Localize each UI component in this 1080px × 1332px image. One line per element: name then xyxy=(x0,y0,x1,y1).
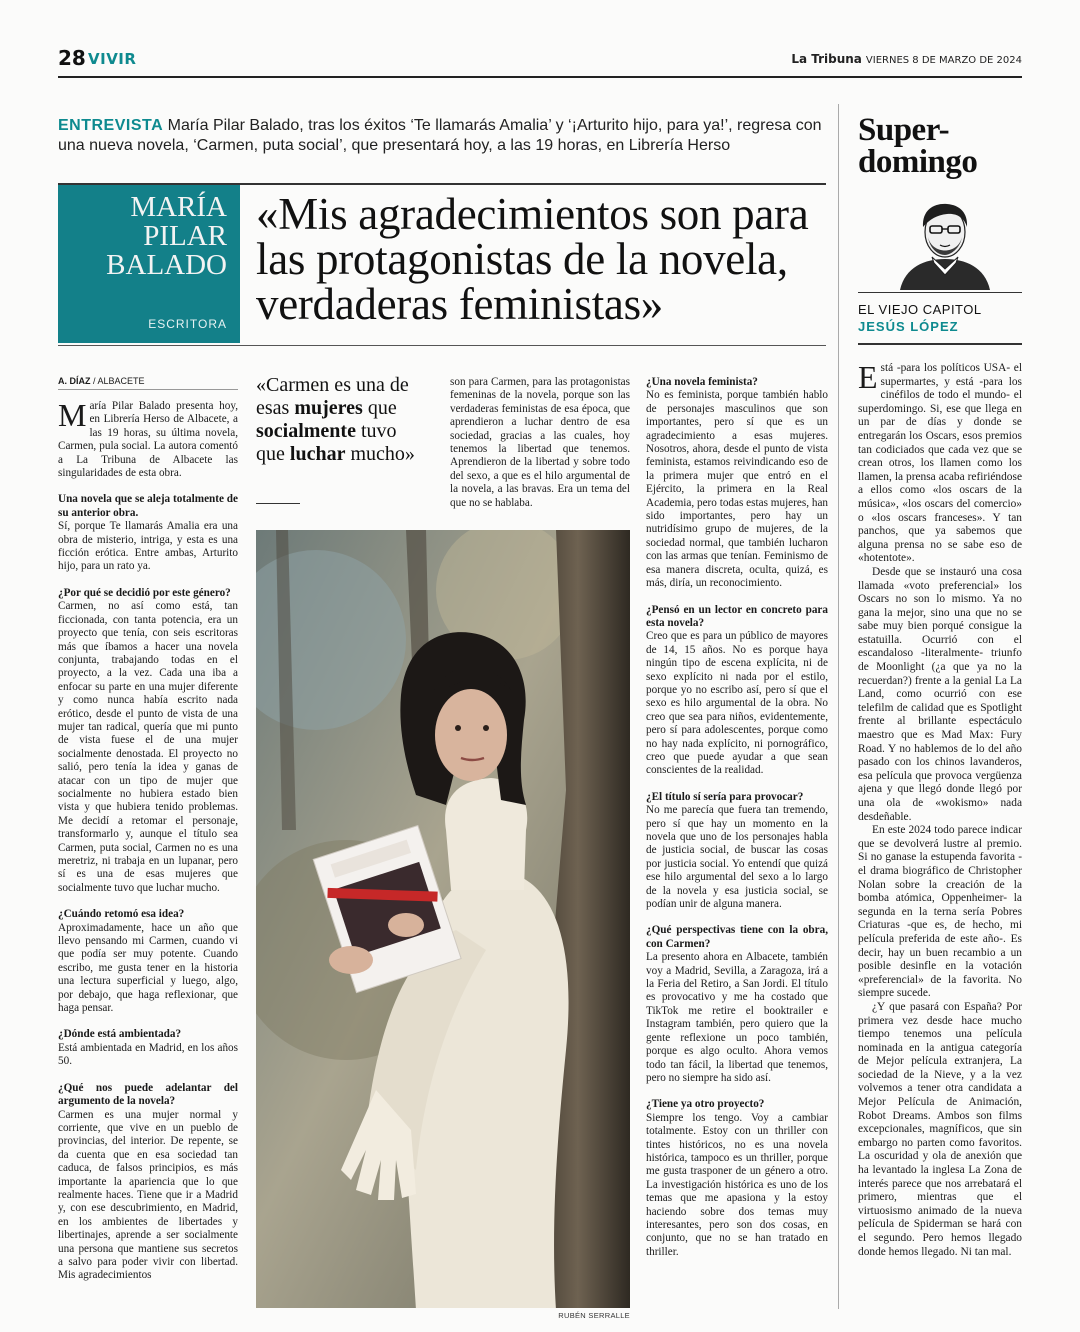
question: ¿Por qué se decidió por este género? xyxy=(58,586,231,599)
quote-emphasis: luchar xyxy=(289,443,346,465)
column-divider xyxy=(838,104,839,1309)
article-column-1 xyxy=(58,397,238,1296)
newspaper-name: La Tribuna xyxy=(791,52,862,66)
portrait-illustration xyxy=(890,197,1000,290)
intro-text xyxy=(58,116,828,156)
page-header xyxy=(58,44,1022,78)
sidebar-paragraph: Desde que se instauró una cosa llamada «voto preferencial» los Oscars no son lo mismo. Ya no gana la mejor, sino una que no se sabe muy bien porqué consigue la estatuilla. Ocurrió con el escandaloso -literalmente- triunfo de Moonlight (¿a que ya no la recuerdan?) frente a la genial La La Land, como ocurrió con ese telefilm de calidad que es Spotlight frente al brillante espectáculo maestro que es Mad Max: Fury Road. Y no hablemos de lo del año pasado con los chinos lavanderos, esa película que provoca vergüenza ajena y que llegó donde llegó por una ola de «wokismo» nada desdeñable. xyxy=(858,565,1022,823)
drop-cap: M xyxy=(58,397,87,433)
answer: Siempre los tengo. Voy a cambiar totalmente. Estoy con un thriller con tintes históricos, no es una novela histórica, tampoco es un thriller, porque me gusta trasponer de un género a otro. La investigación histórica es uno de los temas que me apasiona y la estoy haciendo sobre dos temas muy interesantes, pero son dos cosas, en conjunto, que no se han tratado en thriller. xyxy=(646,1111,828,1258)
column-name: EL VIEJO CAPITOL xyxy=(858,302,982,317)
question: ¿El título sí sería para provocar? xyxy=(646,790,804,803)
answer: La presento ahora en Albacete, también voy a Madrid, Sevilla, a Zaragoza, irá a la Feria del Retiro, a San Jordi. El título es provocativo y me ha costado que TikTok me retire el booktrailer e Instagram también, pero quiero que la gente reflexione un poco también, porque es algo oculto. Ahora vemos todo tan fácil, la libertad que tenemos, pero no siempre ha sido así. xyxy=(646,951,828,1084)
answer: No es feminista, porque también hablo de personajes masculinos que son importantes, pero sí que es un agradecimiento a esas mujeres. Nosotros, ahora, desde el punto de vista feminista, estamos reivindicando eso de la primera mujer que entró en el Ejército, la primera en la Real Academia, pero todas estas mujeres, han sido importantes, pero hay un nutridísimo grupo de mujeres, de la sociedad normal, que también lucharon con las armas que tenían. Feminismo de esa manera discreta, oculta, quizá, es más, diría, un reconocimiento. xyxy=(646,389,828,590)
question: ¿Dónde está ambientada? xyxy=(58,1028,182,1041)
issue-date: VIERNES 8 DE MARZO DE 2024 xyxy=(865,55,1022,66)
quote-emphasis: socialmente xyxy=(256,420,356,442)
byline-place: / ALBACETE xyxy=(93,376,145,386)
answer: Aproximadamente, hace un año que llevo pensando mi Carmen, cuando vi que podía ser muy potente. Cuando escribo, me gusta tener en la historia una lectura superficial y luego, algo, por debajo, que haga reflexionar, que haga pensar. xyxy=(58,921,238,1015)
divider xyxy=(858,343,1022,345)
question: ¿Una novela feminista? xyxy=(646,376,758,388)
divider xyxy=(858,292,1022,293)
intro-body: María Pilar Balado, tras los éxitos ‘Te llamarás Amalia’ y ‘¡Arturito hijo, para ya!’, regresa con una nueva novela, ‘Carmen, puta social’, que presentará hoy, a las 19 horas, en Librería Herso xyxy=(58,117,822,154)
lead-paragraph: aría Pilar Balado presenta hoy, en Librería Herso de Albacete, a las 19 horas, su última novela, Carmen, pula social. La autora comentó a La Tribuna de Albacete las singularidades de esta obra. xyxy=(58,400,238,480)
name-line: MARÍA xyxy=(130,191,227,223)
answer: No me parecía que fuera tan tremendo, pero sí que hay un momento en la novela que uno de los personajes habla de justicia social, de buscar las cosas por justicia social. Yo entendí que quizá ese hilo argumental del sexo a lo largo de la novela y esa justicia social, se podían unir de alguna manera. xyxy=(646,804,828,911)
divider xyxy=(58,345,826,346)
answer: son para Carmen, para las protagonistas femeninas de la novela, porque son las verdaderas feministas de esa época, que aprendieron a luchar dentro de esa sociedad, gracias a las cuales, hoy tenemos la libertad que tenemos. Aprendieron de la libertad y sobre todo del sexo, a que es el hilo argumental de la novela, a las bravas. Era un tema del que no se hablaba. xyxy=(450,376,630,509)
quote-text: tuvo que xyxy=(256,420,397,465)
article-column-2 xyxy=(450,376,630,523)
sidebar-paragraph: En este 2024 todo parece indicar que se devolverá lustre al premio. Si no ganase la estupenda favorita -el drama biográfico de Christopher Nolan sobre la creación de la bomba atómica, Oppenheimer- la segunda en la terna sería Pobres Criaturas -que es, de hecho, mi película preferida de este año-. Es decir, hay un buen recambio a un posible desinfle en la votación «preferencial» de la favorita. No siempre sucede. xyxy=(858,824,1022,1000)
question: ¿Tiene ya otro proyecto? xyxy=(646,1098,765,1111)
headline: «Mis agradecimientos son para las protagonistas de la novela, verdaderas feministas» xyxy=(256,189,809,329)
intro-tag: ENTREVISTA xyxy=(58,117,164,134)
sidebar-title-line: Super- xyxy=(858,112,950,148)
quote-text: «Carmen es una de esas xyxy=(256,374,409,419)
interviewee-name xyxy=(106,193,227,280)
section-name: VIVIR xyxy=(88,50,137,68)
columnist-portrait xyxy=(890,197,1000,290)
sidebar-title xyxy=(858,114,1038,178)
answer: Está ambientada en Madrid, en los años 50. xyxy=(58,1041,238,1068)
article-column-3 xyxy=(646,376,828,1272)
quote-text: que xyxy=(362,397,397,419)
sidebar-paragraph: stá -para los políticos USA- el supermartes, y está -para los cinéfilos de todo el mundo- el superdomingo. Si, ese que llega en un par de días y donde se entregarán los Oscars, esos premios tan codiciados que cada vez que se crean otros, los llamen como los llamen, la prensa acaba refiriéndose a ellos como «los oscars de la música», «los oscars del comercio» o «los oscars franceses». Y tan panchos, que ya sabemos que alguna prensa no se sabe eso de «hotentote». xyxy=(858,362,1022,565)
quote-emphasis: mujeres xyxy=(294,397,363,419)
columnist-name: JESÚS LÓPEZ xyxy=(858,319,959,334)
byline-author: A. DÍAZ xyxy=(58,376,91,386)
byline xyxy=(58,376,238,390)
sidebar-title-line: domingo xyxy=(858,144,978,180)
photo-credit: RUBÉN SERRALLE xyxy=(558,1311,630,1320)
masthead xyxy=(791,52,1022,66)
question: ¿Cuándo retomó esa idea? xyxy=(58,908,185,921)
name-line: PILAR xyxy=(143,220,227,252)
page-number: 28 xyxy=(58,46,86,70)
answer: Sí, porque Te llamarás Amalia era una obra de misterio, intriga, y esta es una ficción erótica. Entre ambas, Arturito hijo, para un rato ya. xyxy=(58,520,238,573)
drop-cap: E xyxy=(858,359,878,395)
quote-text: mucho» xyxy=(345,443,415,465)
interviewee-role: ESCRITORA xyxy=(148,317,227,331)
question: ¿Qué perspectivas tiene con la obra, con Carmen? xyxy=(646,924,828,950)
author-photo xyxy=(256,530,630,1308)
interviewee-box xyxy=(58,185,240,343)
answer: Carmen, no así como está, tan ficcionada, con tanta potencia, era un proyecto que tenía, con seis escritoras más que íbamos a hacer una novela conjunta, trabajando todas en el proyecto, a la vez. Cada una iba a enfocar su parte en una mujer diferente y como nunca había escrito nada erótico, desde el punto de vista de una mujer tan radical, quería que mi punto de vista fuese el de una mujer socialmente denostada. El proyecto no salió, pero tenía la idea y ganas de atacar con un tipo de mujer que socialmente no hubiera estado bien vista y que hubiera tenido problemas. Me decidí a retomar el personaje, transformarlo y, aunque el título sea Carmen, puta social, Carmen no es una meretriz, ni trabaja en un lupanar, pero sí es una de esas mujeres que socialmente tuvo que luchar mucho. xyxy=(58,600,238,894)
question: Una novela que se aleja totalmente de su anterior obra. xyxy=(58,493,238,519)
name-line: BALADO xyxy=(106,249,227,281)
answer: Creo que es para un público de mayores de 14, 15 años. No es porque haya ningún tipo de escena explícita, ni de sexo explícito ni nada por el estilo, porque yo no escribo así, pero sí que el sexo es hilo argumental de la obra. No creo que sea para niños, evidentemente, pero sí para adolescentes, porque como no hay nada explícito, ni pornográfico, creo que puede ayudar a que sean conscientes de la realidad. xyxy=(646,630,828,777)
sidebar-column xyxy=(858,359,1022,1259)
pull-quote xyxy=(256,374,426,466)
divider xyxy=(256,503,300,504)
question: ¿Qué nos puede adelantar del argumento de la novela? xyxy=(58,1081,238,1108)
answer: Carmen es una mujer normal y corriente, que vive en un pueblo de provincias, del interior. De repente, se da cuenta que en esa sociedad tan caduca, de falsos principios, es más importante la apariencia que lo que realmente haces. Tiene que ir a Madrid y, con ese descubrimiento, en Madrid, en los ambientes de libertades y libertinajes, aprende a ser socialmente una persona que mantiene sus secretos a salvo para poder vivir con libertad. Mis agradecimientos xyxy=(58,1108,238,1282)
sidebar-paragraph: ¿Y que pasará con España? Por primera vez desde hace mucho tiempo tenemos una película nominada en la antigua categoría de Mejor película extranjera, La sociedad de la Nieve, y a la vez volvemos a tener otra candidata a Mejor Película de Animación, Robot Dreams. Ambos son films excepcionales, magníficos, que sin embargo no parten como favoritos. La oscuridad y ola de anexión que ha levantado la inglesa La Zona de interés parece que nos arrebatará el primero, mientras que el virtuosismo animado de la nueva película de Spiderman se hará con el segundo. Pero hemos llegado donde hemos llegado. Ni tan mal. xyxy=(858,1000,1022,1258)
question: ¿Pensó en un lector en concreto para esta novela? xyxy=(646,603,828,629)
photo-illustration xyxy=(256,530,630,1308)
